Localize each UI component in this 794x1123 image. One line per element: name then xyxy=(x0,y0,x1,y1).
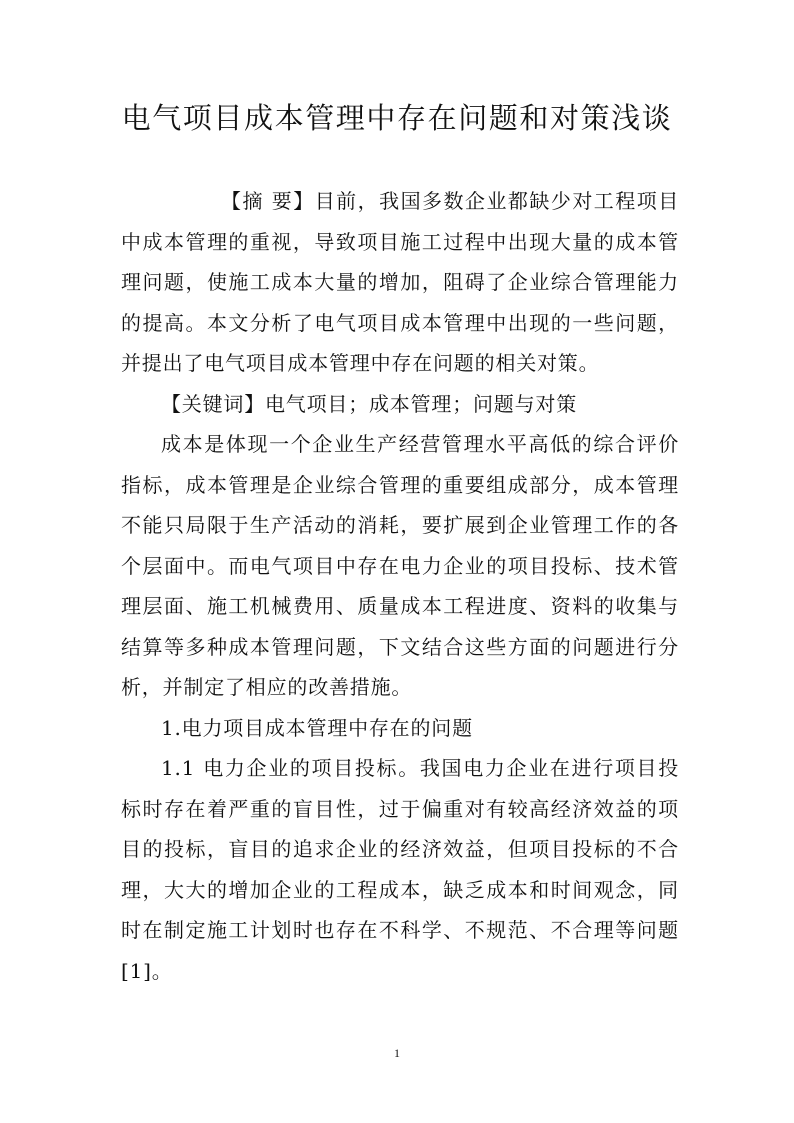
page-number: 1 xyxy=(394,1046,400,1060)
keywords-text: 电气项目；成本管理；问题与对策 xyxy=(265,391,577,416)
subsection-paragraph: 1.1 电力企业的项目投标。我国电力企业在进行项目投标时存在着严重的盲目性，过于偏重对有较高经济效益的项目的投标，盲目的追求企业的经济效益，但项目投标的不合理，大大的增加企业的工程成本，缺乏成本和时间观念，同时在制定施工计划时也存在不科学、不规范、不合理等问题[1]。 xyxy=(121,756,679,983)
intro-paragraph: 成本是体现一个企业生产经营管理水平高低的综合评价指标，成本管理是企业综合管理的重要组成部分，成本管理不能只局限于生产活动的消耗，要扩展到企业管理工作的各个层面中。而电气项目中存在电力企业的项目投标、技术管理层面、施工机械费用、质量成本工程进度、资料的收集与结算等多种成本管理问题，下文结合这些方面的问题进行分析，并制定了相应的改善措施。 xyxy=(121,432,679,699)
abstract-label: 【摘 要】 xyxy=(221,189,315,213)
document-title: 电气项目成本管理中存在问题和对策浅谈 xyxy=(121,101,673,135)
document-body xyxy=(121,181,679,991)
abstract-paragraph xyxy=(121,181,679,384)
section-heading: 1.电力项目成本管理中存在的问题 xyxy=(161,715,473,740)
keywords-paragraph xyxy=(121,384,679,425)
keywords-label: 【关键词】 xyxy=(161,391,265,416)
abstract-text: 目前，我国多数企业都缺少对工程项目中成本管理的重视，导致项目施工过程中出现大量的成本管理问题，使施工成本大量的增加，阻碍了企业综合管理能力的提高。本文分析了电气项目成本管理中出现的一些问题，并提出了电气项目成本管理中存在问题的相关对策。 xyxy=(121,189,679,375)
